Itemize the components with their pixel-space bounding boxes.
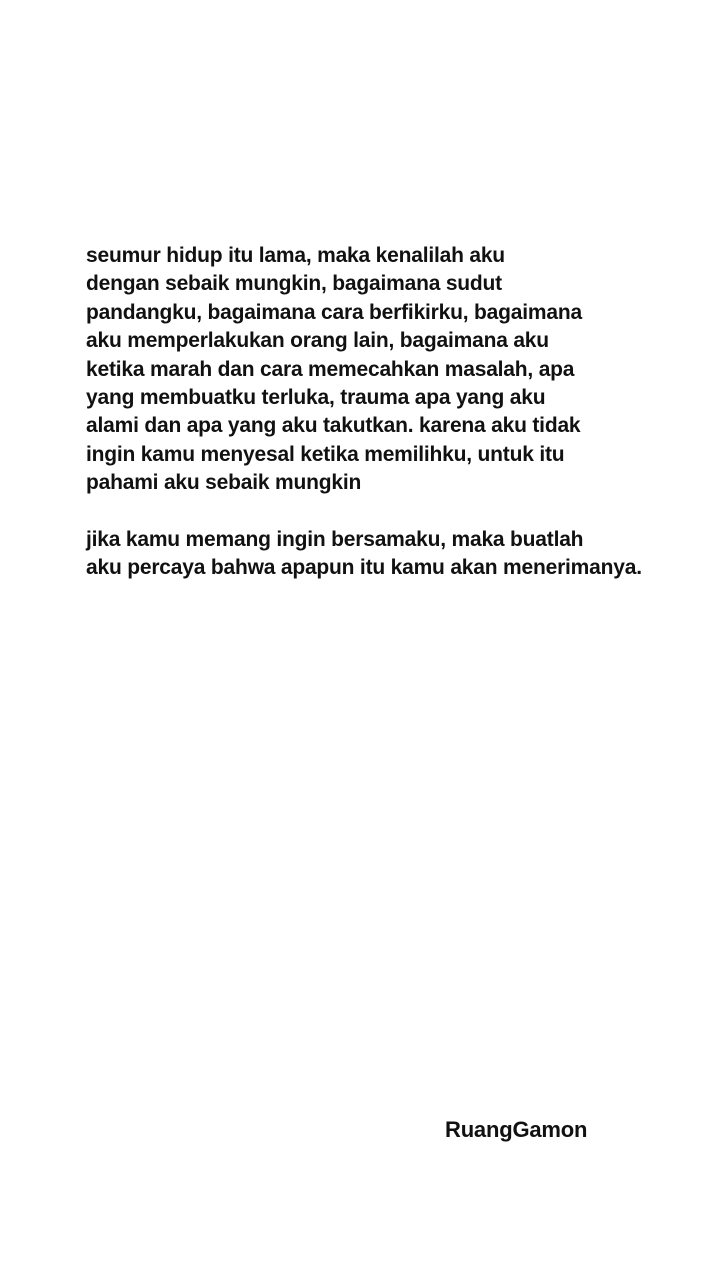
quote-line: pandangku, bagaimana cara berfikirku, bagaimana: [86, 300, 582, 324]
quote-line: dengan sebaik mungkin, bagaimana sudut: [86, 272, 502, 296]
quote-line: aku percaya bahwa apapun itu kamu akan menerimanya.: [86, 556, 642, 580]
quote-line: ingin kamu menyesal ketika memilihku, untuk itu: [86, 442, 565, 466]
quote-line: pahami aku sebaik mungkin: [86, 471, 362, 495]
quote-line: alami dan apa yang aku takutkan. karena aku tidak: [86, 414, 581, 438]
quote-line: yang membuatku terluka, trauma apa yang aku: [86, 386, 546, 410]
signature: RuangGamon: [445, 1117, 588, 1142]
quote-line: aku memperlakukan orang lain, bagaimana aku: [86, 329, 549, 353]
quote-line: ketika marah dan cara memecahkan masalah, apa: [86, 357, 575, 381]
quote-text: [86, 242, 706, 582]
quote-paragraph-1: [86, 242, 706, 498]
quote-paragraph-2: [86, 526, 706, 583]
quote-line: jika kamu memang ingin bersamaku, maka buatlah: [86, 527, 584, 551]
quote-line: seumur hidup itu lama, maka kenalilah aku: [86, 244, 505, 267]
